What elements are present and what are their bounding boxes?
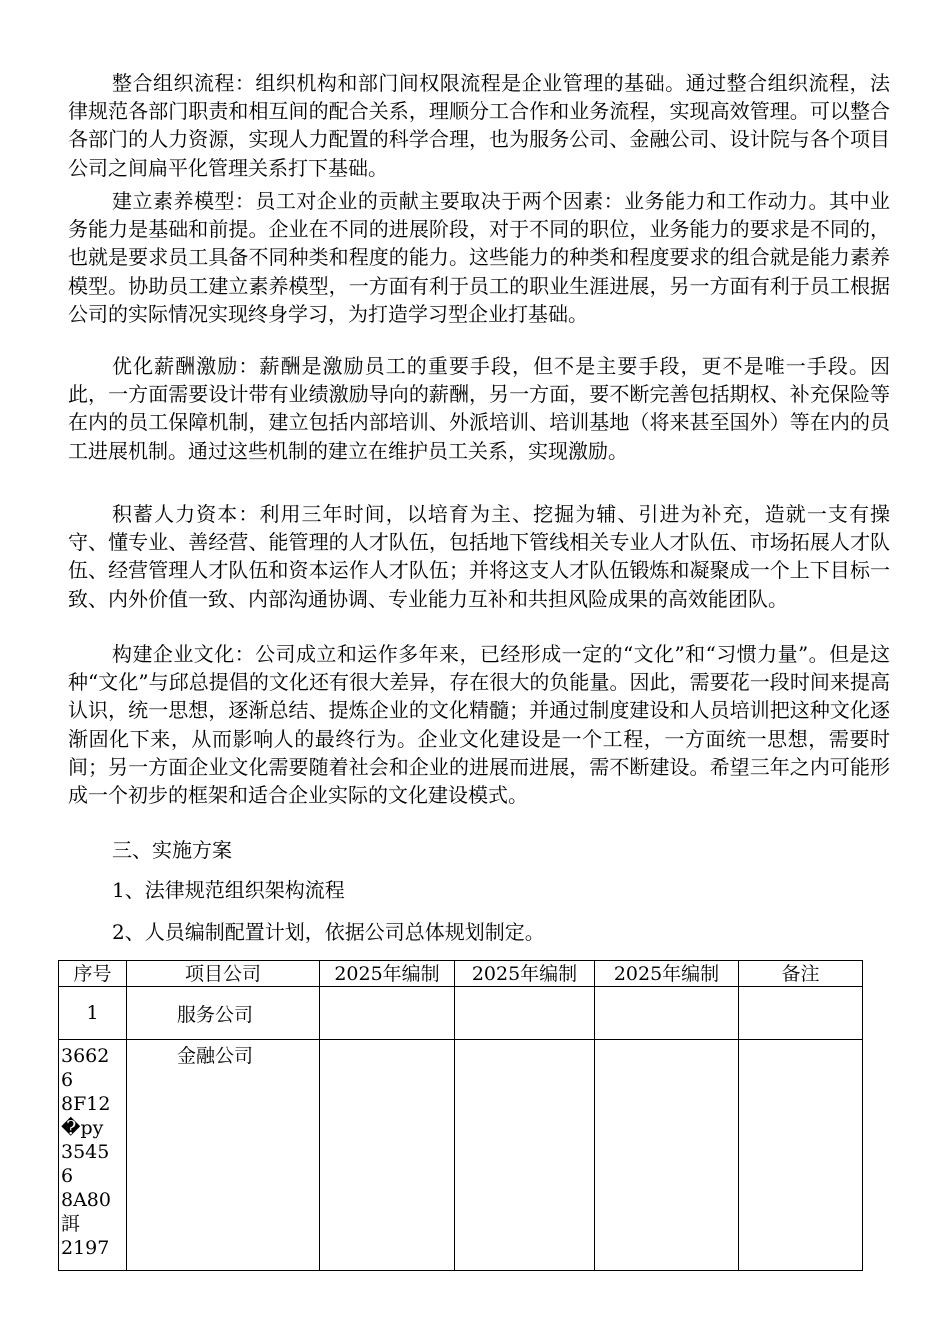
row-number: 1 (59, 987, 127, 1040)
list-item: 2、人员编制配置计划，依据公司总体规划制定。 (112, 920, 545, 944)
table-cell (595, 1040, 739, 1271)
header-cell: 备注 (739, 961, 863, 987)
row-number-line: 8A80 (61, 1189, 111, 1211)
header-cell: 2025年编制 (455, 961, 595, 987)
row-number-line: 2197 (61, 1237, 110, 1259)
row-number-line: 6 (61, 1165, 74, 1187)
row-number-line: 6 (61, 1069, 74, 1091)
row-number-line: 8F12 (61, 1093, 111, 1115)
table-cell (320, 1040, 455, 1271)
staffing-table (58, 960, 863, 1271)
company-name: 金融公司 (127, 1040, 320, 1271)
table-cell (595, 987, 739, 1040)
paragraph-compensation: 优化薪酬激励：薪酬是激励员工的重要手段，但不是主要手段，更不是唯一手段。因此，一方面需要设计带有业绩激励导向的薪酬，另一方面，要不断完善包括期权、补充保险等在内的员工保障机制，建立包括内部培训、外派培训、培训基地（将来甚至国外）等在内的员工进展机制。通过这些机制的建立在维护员工关系，实现激励。 (68, 354, 890, 463)
paragraph-competency-model: 建立素养模型：员工对企业的贡献主要取决于两个因素：业务能力和工作动力。其中业务能力是基础和前提。企业在不同的进展阶段，对于不同的职位，业务能力的要求是不同的，也就是要求员工具备不同种类和程度的能力。这些能力的种类和程度要求的组合就是能力素养模型。协助员工建立素养模型，一方面有利于员工的职业生涯进展，另一方面有利于员工根据公司的实际情况实现终身学习，为打造学习型企业打基础。 (68, 189, 890, 326)
row-number-line: �py (61, 1117, 104, 1139)
list-item: 1、法律规范组织架构流程 (112, 878, 345, 902)
row-number (59, 1040, 127, 1271)
paragraph-human-capital: 积蓄人力资本：利用三年时间，以培育为主、挖掘为辅、引进为补充，造就一支有操守、懂专业、善经营、能管理的人才队伍，包括地下管线相关专业人才队伍、市场拓展人才队伍、经营管理人才队伍和资本运作人才队伍；并将这支人才队伍锻炼和凝聚成一个上下目标一致、内外价值一致、内部沟通协调、专业能力互补和共担风险成果的高效能团队。 (68, 502, 890, 611)
table-cell (739, 1040, 863, 1271)
company-name: 服务公司 (127, 987, 320, 1040)
header-cell: 序号 (59, 961, 127, 987)
paragraph-corporate-culture: 构建企业文化：公司成立和运作多年来，已经形成一定的“文化”和“习惯力量”。但是这种“文化”与邱总提倡的文化还有很大差异，存在很大的负能量。因此，需要花一段时间来提高认识，统一思想，逐渐总结、提炼企业的文化精髓；并通过制度建设和人员培训把这种文化逐渐固化下来，从而影响人的最终行为。企业文化建设是一个工程，一方面统一思想，需要时间；另一方面企业文化需要随着社会和企业的进展而进展，需不断建设。希望三年之内可能形成一个初步的框架和适合企业实际的文化建设模式。 (68, 642, 890, 808)
header-cell: 项目公司 (127, 961, 320, 987)
paragraph-integrate-process: 整合组织流程：组织机构和部门间权限流程是企业管理的基础。通过整合组织流程，法律规范各部门职责和相互间的配合关系，理顺分工合作和业务流程，实现高效管理。可以整合各部门的人力资源，实现人力配置的科学合理，也为服务公司、金融公司、设计院与各个项目公司之间扁平化管理关系打下基础。 (68, 71, 890, 180)
table-cell (455, 987, 595, 1040)
section-heading: 三、实施方案 (112, 838, 232, 862)
row-number-line: 3545 (61, 1141, 110, 1163)
header-cell: 2025年编制 (595, 961, 739, 987)
table-cell (455, 1040, 595, 1271)
table-cell (739, 987, 863, 1040)
table-row (59, 1040, 863, 1271)
row-number-line: 誀 (61, 1213, 81, 1235)
table-cell (320, 987, 455, 1040)
table-row (59, 987, 863, 1040)
table-header-row (59, 961, 863, 987)
header-cell: 2025年编制 (320, 961, 455, 987)
row-number-line: 3662 (61, 1045, 110, 1067)
